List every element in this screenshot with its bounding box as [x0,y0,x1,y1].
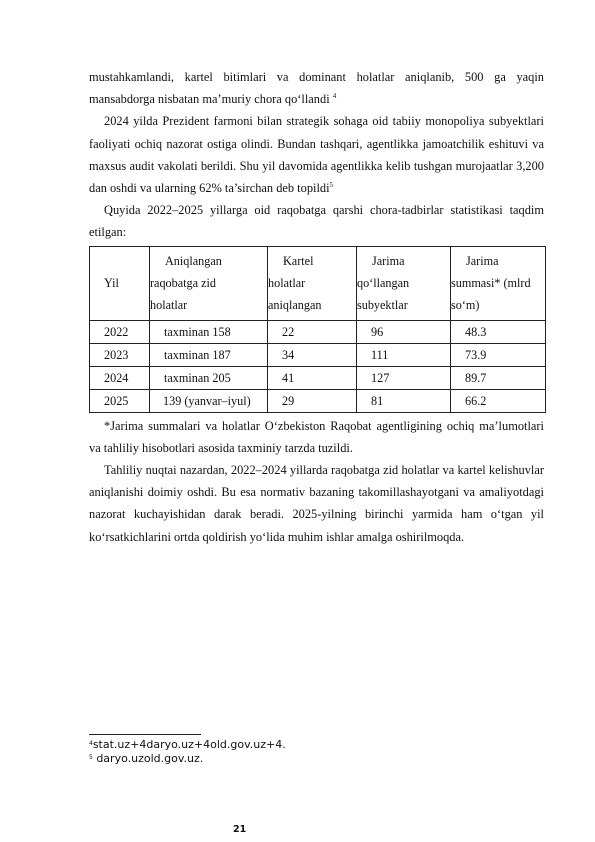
cell-year: 2023 [90,343,150,366]
cell-fine-amount: 48.3 [451,320,546,343]
paragraph-4: Tahliliy nuqtai nazardan, 2022–2024 yillarda raqobatga zid holatlar va kartel kelishuvlar aniqlanishi doimiy oshdi. Bu esa normativ bazaning takomillashayotgani va amaliyotdagi nazorat kuchayishidan darak beradi. 2025-yilning birinchi yarmida ham o‘tgan yil ko‘rsatkichlarini ortda qoldirish yo‘lida muhim ishlar amalga oshirilmoqda. [89,463,544,544]
cell-fined-subjects: 127 [357,366,451,389]
paragraph-2: 2024 yilda Prezident farmoni bilan strategik sohaga oid tabiiy monopoliya subyektlari faoliyati ochiq nazorat ostiga olindi. Bundan tashqari, agentlikka jamoatchilik eshituvi va maxsus audit vakolati berildi. Shu yil davomida agentlikka kelib tushgan murojaatlar 3,200 dan oshdi va ularning 62% ta’sirchan deb topildi$^5$ [89,114,544,196]
cell-fined-subjects: 81 [357,389,451,412]
footnote-separator [89,734,201,735]
cell-year: 2025 [90,389,150,412]
header-cartels: Kartel holatlar aniqlangan [268,246,357,320]
table-header-row [90,246,546,320]
paragraph-1: mustahkamlandi, kartel bitimlari va dominant holatlar aniqlanib, 500 ga yaqin mansabdorga nisbatan ma’muriy chora qo‘llandi $^4$ [89,70,544,107]
document-body [89,66,544,548]
page-number: 21 [233,824,247,835]
header-fined-subjects: Jarima qo‘llangan subyektlar [357,246,451,320]
statistics-table [89,246,546,413]
cell-violations: 139 (yanvar–iyul) [150,389,268,412]
cell-fine-amount: 73.9 [451,343,546,366]
cell-year: 2022 [90,320,150,343]
footnote-ref-5: 5 [329,181,334,190]
header-year: Yil [90,246,150,320]
cell-cartels: 34 [268,343,357,366]
cell-fine-amount: 89.7 [451,366,546,389]
footnote-5: $^5$ daryo.uzold.gov.uz. [89,752,204,765]
paragraph-3: Quyida 2022–2025 yillarga oid raqobatga qarshi chora-tadbirlar statistikasi taqdim etilgan: [89,203,544,240]
header-violations: Aniqlangan raqobatga zid holatlar [150,246,268,320]
table-row [90,320,546,343]
footnote-ref-4: 4 [332,92,337,101]
cell-violations: taxminan 205 [150,366,268,389]
cell-violations: taxminan 158 [150,320,268,343]
table-row [90,366,546,389]
footnote-4: $^4$stat.uz+4daryo.uz+4old.gov.uz+4. [89,738,286,751]
cell-cartels: 29 [268,389,357,412]
cell-fined-subjects: 111 [357,343,451,366]
cell-cartels: 41 [268,366,357,389]
cell-year: 2024 [90,366,150,389]
cell-fined-subjects: 96 [357,320,451,343]
table-row [90,343,546,366]
header-fine-amount: Jarima summasi* (mlrd so‘m) [451,246,546,320]
footnotes [89,738,286,766]
cell-fine-amount: 66.2 [451,389,546,412]
table-row [90,389,546,412]
table-note: *Jarima summalari va holatlar O‘zbekiston Raqobat agentligining ochiq ma’lumotlari va tahliliy hisobotlari asosida taxminiy tarzda tuzildi. [89,418,544,455]
cell-violations: taxminan 187 [150,343,268,366]
cell-cartels: 22 [268,320,357,343]
